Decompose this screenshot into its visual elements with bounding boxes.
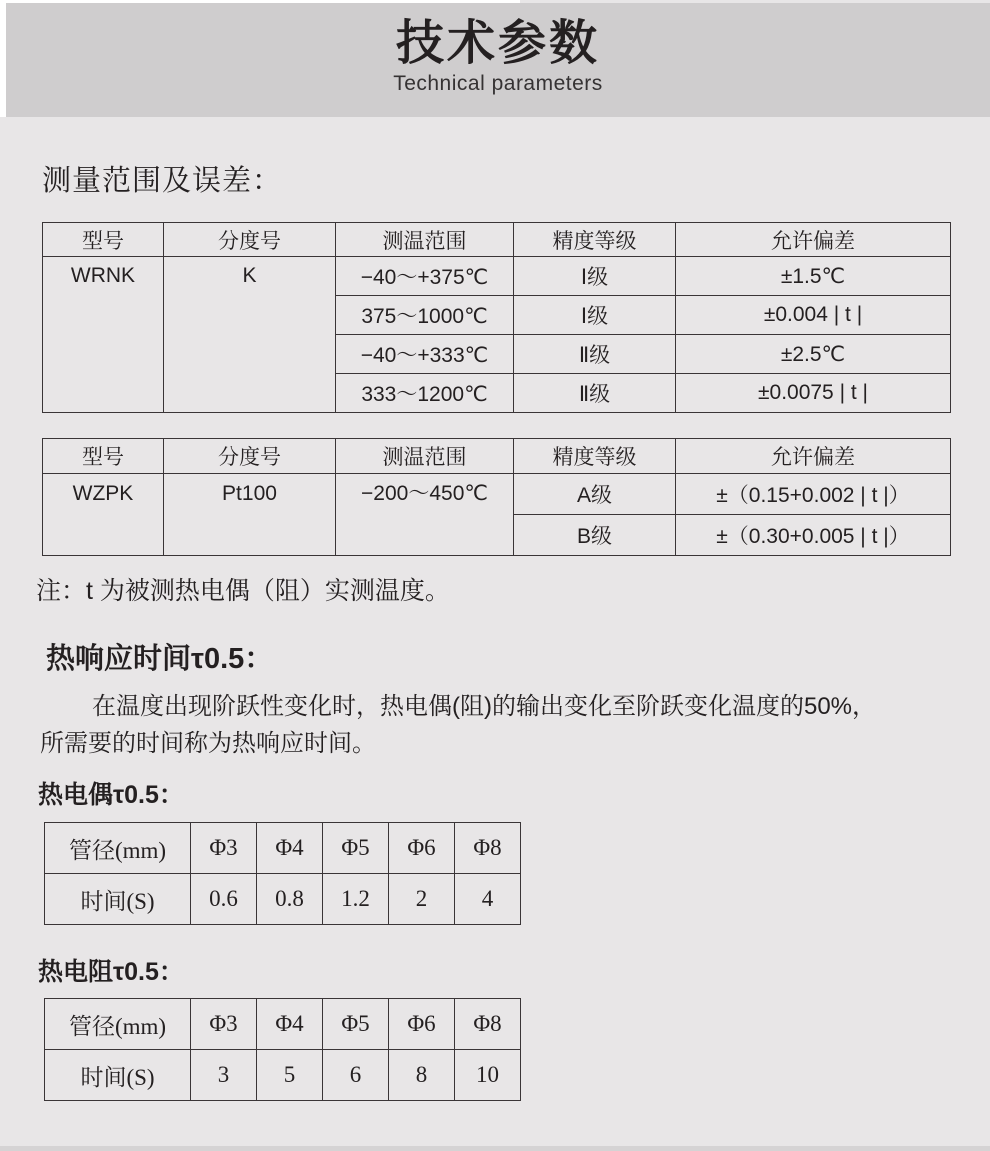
col-header-graduation: 分度号: [164, 439, 336, 474]
time-label: 时间(S): [45, 1050, 191, 1101]
cell-range: 375～1000℃: [336, 296, 514, 335]
diameter-value: Φ6: [389, 823, 455, 874]
time-value: 10: [455, 1050, 521, 1101]
time-value: 6: [323, 1050, 389, 1101]
cell-graduation: K: [164, 257, 336, 413]
cell-range: 333～1200℃: [336, 374, 514, 413]
description-line-2: 所需要的时间称为热响应时间。: [40, 730, 376, 757]
page-subtitle: Technical parameters: [393, 72, 603, 96]
page-title: 技术参数: [395, 17, 600, 70]
cell-graduation: Pt100: [164, 474, 336, 556]
diameter-label: 管径(mm): [45, 823, 191, 874]
diameter-row: [45, 823, 521, 874]
rtd-response-table: [44, 998, 521, 1101]
cell-model: WRNK: [43, 257, 164, 413]
time-value: 2: [389, 874, 455, 925]
diameter-value: Φ4: [257, 999, 323, 1050]
response-time-heading: 热响应时间τ0.5：: [46, 643, 274, 675]
cell-deviation: ±1.5℃: [676, 257, 951, 296]
cell-accuracy: B级: [514, 515, 676, 556]
time-value: 4: [455, 874, 521, 925]
thermocouple-tau-heading: 热电偶τ0.5：: [38, 781, 184, 809]
time-value: 0.6: [191, 874, 257, 925]
diameter-value: Φ4: [257, 823, 323, 874]
cell-range: −40～+333℃: [336, 335, 514, 374]
measure-range-heading: 测量范围及误差：: [42, 165, 283, 197]
time-value: 5: [257, 1050, 323, 1101]
col-header-range: 测温范围: [336, 223, 514, 257]
col-header-graduation: 分度号: [164, 223, 336, 257]
time-label: 时间(S): [45, 874, 191, 925]
diameter-value: Φ3: [191, 823, 257, 874]
cell-model: WZPK: [43, 474, 164, 556]
col-header-accuracy: 精度等级: [514, 439, 676, 474]
col-header-deviation: 允许偏差: [676, 439, 951, 474]
table-row: [43, 257, 951, 296]
col-header-accuracy: 精度等级: [514, 223, 676, 257]
col-header-model: 型号: [43, 439, 164, 474]
diameter-row: [45, 999, 521, 1050]
thermocouple-response-table: [44, 822, 521, 925]
time-value: 8: [389, 1050, 455, 1101]
response-time-description: [40, 688, 952, 762]
cell-deviation: ±（0.30+0.005 | t |）: [676, 515, 951, 556]
diameter-value: Φ8: [455, 999, 521, 1050]
cell-deviation: ±0.004 | t |: [676, 296, 951, 335]
diameter-value: Φ5: [323, 999, 389, 1050]
time-value: 0.8: [257, 874, 323, 925]
diameter-value: Φ6: [389, 999, 455, 1050]
cell-deviation: ±2.5℃: [676, 335, 951, 374]
col-header-deviation: 允许偏差: [676, 223, 951, 257]
col-header-model: 型号: [43, 223, 164, 257]
cell-accuracy: Ⅰ级: [514, 257, 676, 296]
note-text: 注：t 为被测热电偶（阻）实测温度。: [36, 577, 450, 605]
thermocouple-range-table: [42, 222, 951, 413]
cell-accuracy: Ⅱ级: [514, 374, 676, 413]
time-row: [45, 874, 521, 925]
cell-deviation: ±0.0075 | t |: [676, 374, 951, 413]
bottom-divider: [0, 1146, 990, 1151]
rtd-tau-heading: 热电阻τ0.5：: [38, 958, 184, 986]
diameter-value: Φ3: [191, 999, 257, 1050]
cell-accuracy: Ⅱ级: [514, 335, 676, 374]
cell-range: −200～450℃: [336, 474, 514, 556]
time-row: [45, 1050, 521, 1101]
time-value: 1.2: [323, 874, 389, 925]
cell-deviation: ±（0.15+0.002 | t |）: [676, 474, 951, 515]
col-header-range: 测温范围: [336, 439, 514, 474]
cell-range: −40～+375℃: [336, 257, 514, 296]
description-line-1: 在温度出现阶跃性变化时，热电偶(阻)的输出变化至阶跃变化温度的50%，: [92, 693, 877, 720]
table-header-row: [43, 223, 951, 257]
time-value: 3: [191, 1050, 257, 1101]
table-row: [43, 474, 951, 515]
cell-accuracy: Ⅰ级: [514, 296, 676, 335]
header-band: [6, 3, 990, 117]
rtd-range-table: [42, 438, 951, 556]
table-header-row: [43, 439, 951, 474]
diameter-value: Φ8: [455, 823, 521, 874]
cell-accuracy: A级: [514, 474, 676, 515]
diameter-label: 管径(mm): [45, 999, 191, 1050]
diameter-value: Φ5: [323, 823, 389, 874]
